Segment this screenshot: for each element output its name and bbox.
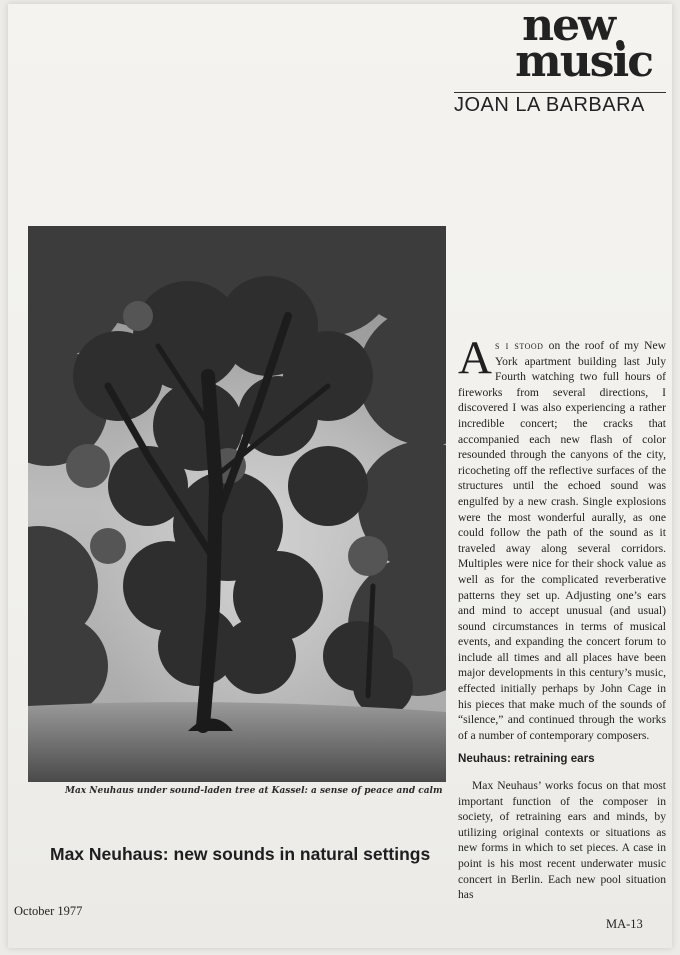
article-paragraph: Max Neuhaus’ works focus on that most important function of the composer in society, of retraining ears and minds, by utilizing original contexts or situations as new forms in which to set pieces. A case in point is his most recent underwater music concert in Berlin. Each new pool situation has <box>458 779 666 902</box>
article-paragraph <box>458 332 667 743</box>
masthead-rule <box>454 92 666 93</box>
masthead-music: music <box>515 36 652 87</box>
paragraph-1-text: on the roof of my New York apartment building last July Fourth watching two full hours of fireworks from several directions, I discovered I was also experiencing a rather incredible concert; the cracks that accompanied each new flash of color resounded through the canyons of the city, ricocheting off the reflective surfaces of the structures until the echoed sound was engulfed by a new crash. Single explosions were the most wonderful aurally, as one could follow the path of the sound as it traveled away along several corridors. Multiples were nice for their shock value as well as for the complicated reverberative patterns they set up. Adjusting one’s ears and mind to accept unusual (and usual) sound circumstances in terms of musical events, and expanding the concert forum to include all times and all places have been major developments in this century’s music, effected initially perhaps by John Cage in his pieces that make much of the sounds of “silence,” and continued through the works of a number of contemporary composers. <box>458 339 667 742</box>
tree-photo <box>28 226 446 782</box>
page-number: MA-13 <box>606 917 643 931</box>
issue-date: October 1977 <box>14 904 83 918</box>
author-name: JOAN LA BARBARA <box>454 94 645 116</box>
masthead-new: new <box>522 0 614 51</box>
drop-cap: A <box>458 332 492 384</box>
photo-caption: Max Neuhaus under sound-laden tree at Kassel: a sense of peace and calm <box>65 786 443 796</box>
article-subhead: Neuhaus: retraining ears <box>458 752 595 766</box>
magazine-page <box>8 0 672 948</box>
article-body <box>458 332 667 903</box>
article-headline: Max Neuhaus: new sounds in natural settings <box>50 844 431 864</box>
lead-in: s i stood <box>494 339 544 352</box>
